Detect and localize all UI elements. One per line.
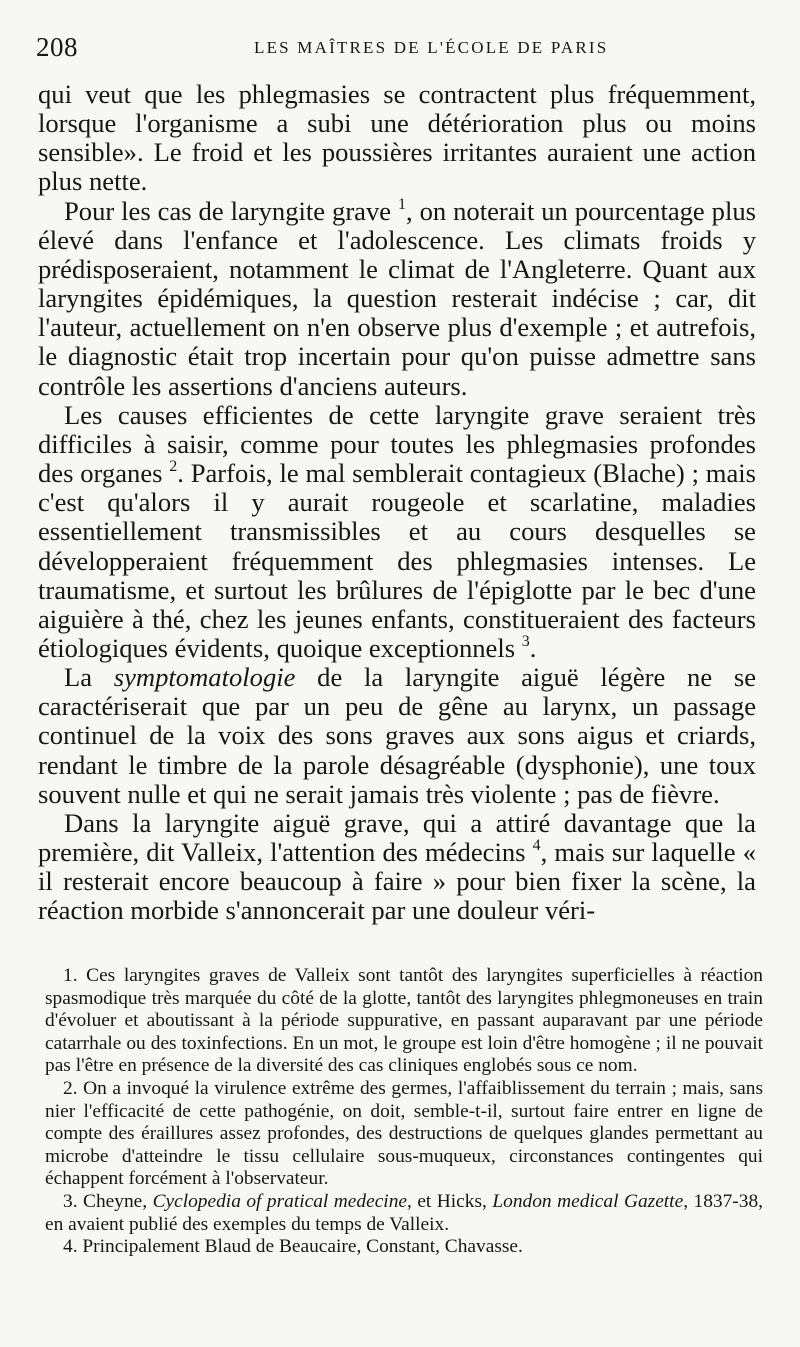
footnote-4: 4. Principalement Blaud de Beaucaire, Constant, Chavasse. [63,1236,523,1258]
paragraph-text: . [529,632,537,663]
footnote-text: , 1837-38, en avaient publié des exemples du temps de Valleix. [45,1190,763,1235]
paragraph-text: , on noterait un pourcentage plus élevé dans l'enfance et l'adolescence. Les climats froids y prédisposeraient, notamment le climat de l'Angleterre. Quant aux laryngites épidémiques, la question resterait indécise ; car, dit l'auteur, actuellement on n'en observe plus d'exemple ; et autrefois, le diagnostic était trop incertain pour qu'on puisse admettre sans contrôle les assertions d'anciens auteurs. [38,195,756,401]
page-header [36,32,764,62]
paragraph [38,401,756,663]
footnotes [45,965,763,1259]
footnote-3 [45,1191,763,1236]
footnote-2: 2. On a invoqué la virulence extrême des germes, l'affaiblissement du terrain ; mais, sans nier l'efficacité de cette pathogénie, on doit, semble-t-il, surtout faire entrer en ligne de compte des éraillures assez profondes, des destructions de quelques glandes permettant au microbe d'atteindre le tissu cellulaire sous-muqueux, circonstances contingentes qui échappent forcément à l'observateur. [45,1077,763,1190]
paragraph-text: de la laryngite aiguë légère ne se caractériserait que par un peu de gêne au larynx, un passage continuel de la voix des sons graves aux sons aigus et criards, rendant le timbre de la parole désagréable (dysphonie), une toux souvent nulle et qui ne serait jamais très violente ; pas de fièvre. [38,662,756,809]
footnote-ref: 1 [398,195,406,213]
footnote-1: 1. Ces laryngites graves de Valleix sont tantôt des laryngites superficielles à réaction spasmodique très marquée du côté de la glotte, tantôt des laryngites phlegmoneuses en train d'évoluer et aboutissant à la période suppurative, en passant auparavant par une période catarrhale ou des toxinfections. En un mot, le groupe est loin d'être homogène ; il ne pouvait pas l'être en présence de la diversité des cas cliniques englobés sous ce nom. [45,965,763,1077]
footnote-text: 3. Cheyne, [63,1190,153,1212]
footnote-ref: 4 [532,836,541,854]
paragraph [38,809,756,926]
main-text [38,80,756,926]
paragraph-text: Pour les cas de laryngite grave [64,195,399,226]
footnote-text: , et Hicks, [407,1190,493,1212]
paragraph-text: qui veut que les phlegmasies se contractent plus fréquemment, lorsque l'organisme a subi une détérioration plus ou moins sensible». Le froid et les poussières irritantes auraient une action plus nette. [38,79,756,197]
page-number: 208 [36,32,78,62]
footnote-ref: 2 [169,457,178,475]
paragraph [38,80,756,197]
paragraph [38,197,756,401]
emphasis-term: symptomatologie [113,662,296,693]
paragraph-text: Dans la laryngite aiguë grave, qui a attiré davantage que la première, dit Valleix, l'attention des médecins [38,807,756,868]
running-head: LES MAÎTRES DE L'ÉCOLE DE PARIS [254,38,609,57]
paragraph [38,663,756,809]
citation-title: Cyclopedia of pratical medecine [152,1190,407,1212]
paragraph-text: Les causes efficientes de cette laryngite grave seraient très difficiles à saisir, comme pour toutes les phlegmasies profondes des organes [38,399,756,489]
citation-title: London medical Gazette [492,1190,684,1212]
paragraph-text: , mais sur laquelle « il resterait encore beaucoup à faire » pour bien fixer la scène, la réaction morbide s'annoncerait par une douleur véri- [38,837,756,926]
paragraph-text: La [64,662,114,693]
footnote-ref: 3 [521,632,530,650]
paragraph-text: . Parfois, le mal semblerait contagieux (Blache) ; mais c'est qu'alors il y aurait rougeole et scarlatine, maladies essentiellement transmissibles et au cours desquelles se développeraient fréquemment des phlegmasies intenses. Le traumatisme, et surtout les brûlures de l'épiglotte par le bec d'une aiguière à thé, chez les jeunes enfants, constitueraient des facteurs étiologiques évidents, quoique exceptionnels [38,458,756,663]
